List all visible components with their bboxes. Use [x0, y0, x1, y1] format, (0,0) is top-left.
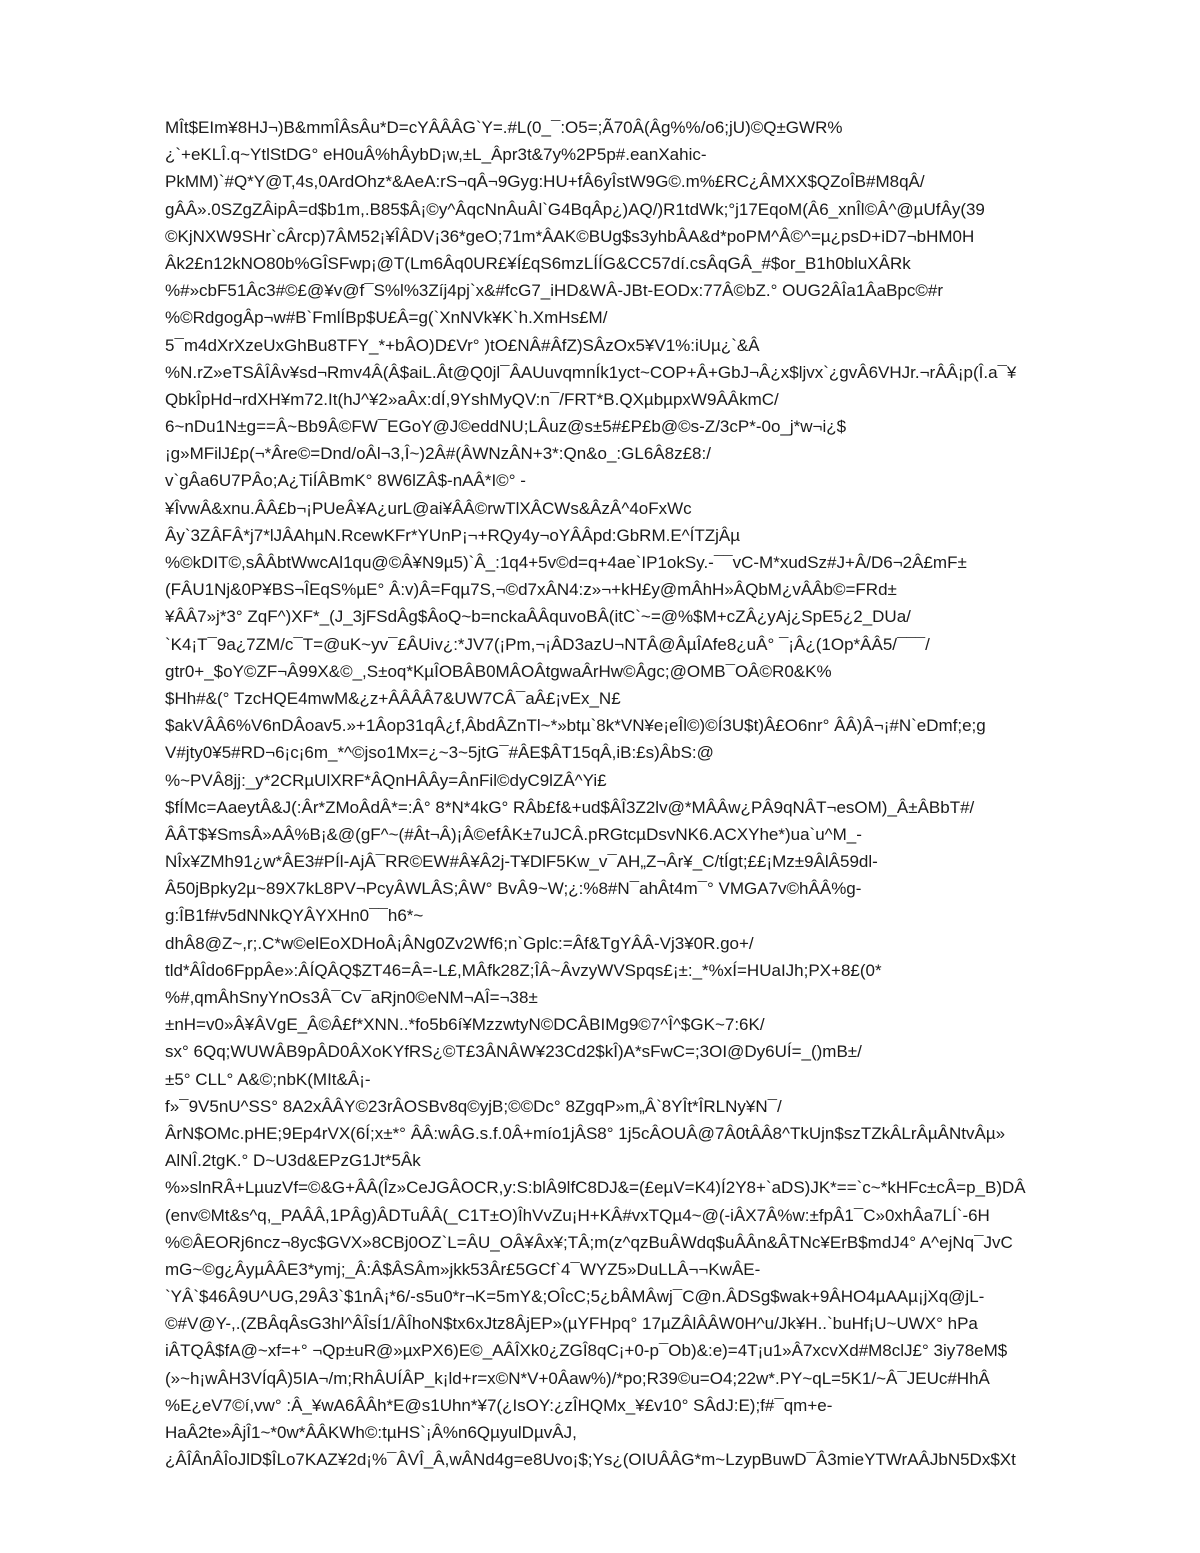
text-line: %N.rZ»eTSÂÎÂv¥sd¬Rmv4Â(Â$aiL.Ât@Q0jl¯ÂAUuvqmnÍk1yct~COP+Â+GbJ¬Â¿x$ljvx`¿gvÂ6VHJr.¬rÂÂ¡p(Î.a¯¥: [165, 362, 1017, 382]
text-line: gtr0+_$oY©ZF¬Â99X&©_,S±oq*KµÎOBÂB0MÂOÂtgwaÂrHw©Âgc;@OMB¯OÂ©R0&K%: [165, 661, 832, 681]
text-line: ÂÂT$¥SmsÂ»AÂ%B¡&@(gF^~(#Ât¬Â)¡Â©efÂK±7uJCÂ.pRGtcµDsvNK6.ACXYhe*)ua`u^M_-: [165, 824, 862, 844]
text-line: (»~h¡wÂH3VÍqÂ)5IA¬/m;RhÂUÍÂP_k¡ld+r=x©N*V+0Âaw%)/*po;R39©u=O4;22w*.PY~qL=5K1/~Â¯JEUc#HhÂ: [165, 1368, 990, 1388]
text-line: %#,qmÂhSnyYnOs3Â¯Cv¯aRjn0©eNM¬AÎ=¬38±: [165, 988, 538, 1007]
text-line: ¿`+eKLÎ.q~YtlStDG° eH0uÂ%hÂybD¡w,±L_Âpr3t&7y%2P5p#.eanXahic-: [165, 145, 707, 165]
text-line: f»¯9V5nU^SS° 8A2xÂÂY©23rÂOSBv8q©yjB;©©Dc° 8ZgqP»m„Â`8YÎt*ÎRLNy¥N¯/: [165, 1096, 782, 1116]
text-line: %#»cbF51Âc3#©£@¥v@f¯S%l%3Zíj4pj`x&#fcG7_iHD&WÂ-JBt-EODx:77Â©bZ.° OUG2ÂÎa1ÂaBpc©#r: [165, 281, 943, 301]
text-line: V#jty0¥5#RD¬6¡c¡6m_*^©jso1Mx=¿~3~5jtG¯#ÂE$ÂT15qÂ,iB:£s)ÂbS:@: [165, 743, 714, 763]
text-line: Â50jBpky2µ~89X7kL8PV¬PcyÂWLÂS;ÂW° BvÂ9~W;¿:%8#N¯ahÂt4m¯° VMGA7v©hÂÂ%g-: [165, 879, 862, 899]
text-line: %»slnRÂ+LµuzVf=©&G+ÂÂ(Îz»CeJGÂOCR,y:S:blÂ9lfC8DJ&=(£eµV=K4)Í2Y8+`aDS)JK*==`c~*kHFc±cÂ=p_B)DÂ: [165, 1178, 1026, 1198]
text-line: MÎt$EIm¥8HJ¬)B&mmÎÂsÂu*D=cYÂÂÂG`Y=.#L(0_¯:O5=;Ã70Â(Âg%%/o6;jU)©Q±GWR%: [165, 118, 843, 137]
text-line: NÎx¥ZMh91¿w*ÂE3#PÍl-AjÂ¯RR©EW#Â¥Â2j-T¥DlF5Kw_v¯AH„Z¬Âr¥_C/tÍgt;££¡Mz±9ÂlÂ59dl-: [165, 852, 878, 872]
text-line: 6~nDu1N±g==Â~Bb9Â©FW¯EGoY@J©eddNU;LÂuz@s±5#£P£b@©s-Z/3cP*-0o_j*w¬i¿$: [165, 417, 847, 437]
text-line: AlNÎ.2tgK.° D~U3d&EPzG1Jt*5Âk: [165, 1151, 421, 1171]
text-line: $Hh#&(° TzcHQE4mwM&¿z+ÂÂÂÂ7&UW7CÂ¯aÂ£¡vEx_N£: [165, 688, 621, 708]
text-line: $fÍMc=AaeytÂ&J(:Âr*ZMoÂdÂ*=:Â° 8*N*4kG° RÂb£f&+ud$ÂÎ3Z2lv@*MÂÂw¿PÂ9qNÂT¬esOM)_Â±ÂBbT#/: [165, 797, 975, 817]
text-line: ¥ÎvwÂ&xnu.ÂÂ£b¬¡PUeÂ¥A¿urL@ai¥ÂÂ©rwTlXÂCWs&ÂzÂ^4oFxWc: [165, 498, 692, 518]
text-line: $akVÂÂ6%V6nDÂoav5.»+1Âop31qÂ¿f,ÂbdÂZnTl~*»btµ`8k*VN¥e¡eÎl©)©Í3U$t)Â£O6nr° ÂÂ)Â¬¡#N`eDmf;e;g: [165, 716, 986, 736]
text-line: ©KjNXW9SHr`cÂrcp)7ÂM52¡¥ÎÂDV¡36*geO;71m*ÂAK©BUg$s3yhbÂA&d*poPM^Â©^=µ¿psD+iD7¬bHM0H: [165, 226, 975, 246]
text-line: PkMM)`#Q*Y@T,4s,0ArdOhz*&AeA:rS¬qÂ¬9Gyg:HU+fÂ6yÎstW9G©.m%£RC¿ÂMXX$QZoÎB#M8qÂ/: [165, 172, 925, 192]
text-line: %E¿eV7©í,vw° :Â_¥wA6ÂÂh*E@s1Uhn*¥7(¿IsOY:¿zÎHQMx_¥£v10° SÂdJ:E);f#¯qm+e-: [165, 1395, 833, 1415]
text-line: (env©Mt&s^q,_PAÂÂ,1PÂg)ÂDTuÂÂ(_C1T±O)ÎhVvZu¡H+KÂ#vxTQµ4~@(-iÂX7Â%w:±fpÂ1¯C»0xhÂa7LÍ`-6H: [165, 1205, 990, 1225]
text-line: %©kDIT©,sÂÂbtWwcAl1qu@©Â¥N9µ5)`Â_:1q4+5v©d=q+4ae`IP1okSy.-¯¯vC-M*xudSz#J+Â/D6¬2Â£mF±: [165, 553, 967, 572]
text-line: ¥ÂÂ7»j*3° ZqF^)XF*_(J_3jFSdÂg$ÂoQ~b=nckaÂÂquvoBÂ(itC`~=@%$M+cZÂ¿yAj¿SpE5¿2_DUa/: [165, 607, 911, 627]
text-line: Âk2£n12kNO80b%GÎSFwp¡@T(Lm6Âq0UR£¥Í£qS6mzLÍÍG&CC57dí.csÂqGÂ_#$or_B1h0bluXÂRk: [165, 253, 911, 273]
text-line: (FÂU1Nj&0P¥BS¬ÎEqS%µE° Â:v)Â=Fqµ7S,¬©d7xÂN4:z»¬+kH£y@mÂhH»ÂQbM¿vÂÂb©=FRd±: [165, 580, 897, 600]
text-line: ¿ÂÎÂnÂÎoJlD$ÎLo7KAZ¥2d¡%¯ÂVÎ_Â,wÂNd4g=e8Uvo¡$;Ys¿(OIUÂÂG*m~LzypBuwD¯Â3mieYTWrAÂJbN5Dx$Xt: [165, 1450, 1016, 1470]
text-line: QbkÎpHd¬rdXH¥m72.It(hJ^¥2»aÂx:dÍ,9YshMyQV:n¯/FRT*B.QXµbµpxW9ÂÂkmC/: [165, 389, 779, 409]
text-line: g:ÎB1f#v5dNNkQYÂYXHn0¯¯h6*~: [165, 906, 424, 926]
text-line: gÂÂ».0SZgZÂipÂ=d$b1m,.B85$Â¡©y^ÂqcNnÂuÂl`G4BqÂp¿)AQ/)R1tdWk;°j17EqoM(Â6_xnÎl©Â^@µUfÂy(39: [165, 199, 985, 219]
text-line: ±5° CLL° A&©;nbK(MIt&Â¡-: [165, 1069, 371, 1089]
text-line: ¡g»MFilJ£p(¬*Âre©=Dnd/oÂl¬3,Î~)2Â#(ÂWNzÂN+3*:Qn&o_:GL6Â8z£8:/: [165, 444, 711, 464]
text-line: mG~©g¿ÂyµÂÂE3*ymj;_Â:Â$ÂSÂm»jkk53Âr£5GCf`4¯WYZ5»DuLLÂ¬¬KwÂE-: [165, 1259, 761, 1279]
text-line: Ây`3ZÂFÂ*j7*lJÂAhµN.RcewKFr*YUnP¡¬+RQy4y¬oYÂÂpd:GbRM.E^ÍTZjÂµ: [165, 525, 741, 545]
text-line: ±nH=v0»Â¥ÂVgE_Â©Â£f*XNN..*fo5b6í¥MzzwtyN©DCÂBIMg9©7^Î^$GK~7:6K/: [165, 1015, 765, 1035]
text-line: %~PVÂ8jj:_y*2CRµUlXRF*ÂQnHÂÂy=ÂnFil©dyC9lZÂ^Yi£: [165, 770, 607, 790]
text-line: 5¯m4dXrXzeUxGhBu8TFY_*+bÂO)D£Vr° )tO£NÂ#ÂfZ)SÂzOx5¥V1%:iUµ¿`&Â: [165, 335, 760, 355]
text-line: dhÂ8@Z~,r;.C*w©elEoXDHoÂ¡ÂNg0Zv2Wf6;n`Gplc:=Âf&TgYÂÂ-Vj3¥0R.go+/: [165, 933, 754, 953]
text-line: sx° 6Qq;WUWÂB9pÂD0ÂXoKYfRS¿©T£3ÂNÂW¥23Cd2$kÎ)A*sFwC=;3OI@Dy6UÍ=_()mB±/: [165, 1042, 862, 1062]
document-text-block: [165, 114, 1130, 1473]
text-line: tld*ÂÎdo6FppÂe»:ÂÍQÂQ$ZT46=Â=-L£,MÂfk28Z;ÎÂ~ÂvzyWVSpqs£¡±:_*%xÍ=HUaIJh;PX+8£(0*: [165, 960, 882, 980]
text-line: ©#V@Y-,.(ZBÂqÂsG3hl^ÂÎsÍ1/ÂÎhoN$tx6xJtz8ÂjEP»(µYFHpq° 17µZÂlÂÂW0H^u/Jk¥H..`buHf¡U~UWX° hPa: [165, 1314, 978, 1334]
text-line: ÂrN$OMc.pHE;9Ep4rVX(6Í;x±*° ÂÂ:wÂG.s.f.0Â+mío1jÂS8° 1j5cÂOUÂ@7Â0tÂÂ8^TkUjn$szTZkÂLrÂµÂNtvÂµ»: [165, 1123, 1006, 1143]
text-line: HaÂ2te»ÂjÎ1~*0w*ÂÂKWh©:tµHS`¡Â%n6QµyulDµvÂJ,: [165, 1423, 577, 1442]
text-line: %©RdgogÂp¬w#B`FmlÍBp$U£Â=g(`XnNVk¥K`h.XmHs£M/: [165, 308, 608, 328]
text-line: %©ÂEORj6ncz¬8yc$GVX»8CBj0OZ`L=ÂU_OÂ¥Âx¥;TÂ;m(z^qzBuÂWdq$uÂÂn&ÂTNc¥ErB$mdJ4° A^ejNq¯JvC: [165, 1232, 1013, 1252]
text-line: iÂTQÂ$fA@~xf=+° ¬Qp±uR@»µxPX6)E©_AÂÎXk0¿ZGÎ8qC¡+0-p¯Ob)&:e)=4T¡u1»Â7xcvXd#M8clJ£° 3iy78eM$: [165, 1341, 1008, 1361]
text-line: `K4¡T¯9a¿7ZM/c¯T=@uK~yv¯£ÂUiv¿:*JV7(¡Pm,¬¡ÂD3azU¬NTÂ@ÂµÎAfe8¿uÂ° ¯¡Â¿(1Op*ÂÂ5/¯¯¯/: [165, 634, 930, 654]
text-line: v`gÂa6U7PÂo;A¿TiÍÂBmK° 8W6lZÂ$-nAÂ*I©° -: [165, 471, 526, 491]
text-line: `YÂ`$46Â9U^UG,29Â3`$1nÂ¡*6/-s5u0*r¬K=5mY&;OÎcC;5¿bÂMÂwj¯C@n.ÂDSg$wak+9ÂHO4µAAµ¡jXq@jL-: [165, 1287, 985, 1307]
